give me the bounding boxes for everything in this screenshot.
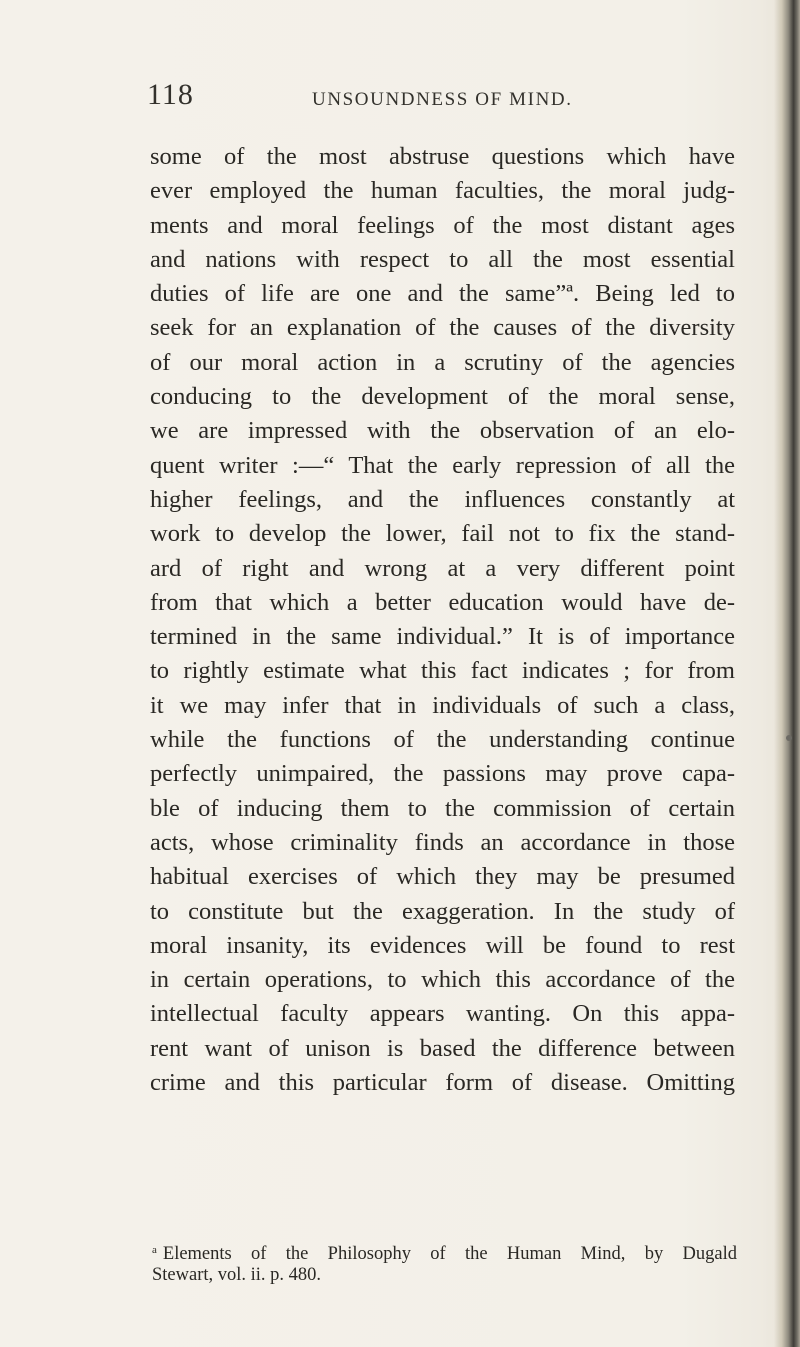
footnote-marker: a — [152, 1244, 157, 1256]
text-line: rent want of unison is based the difference between — [150, 1034, 735, 1062]
text-line: habitual exercises of which they may be presumed — [150, 863, 735, 891]
running-title: UNSOUNDNESS OF MIND. — [312, 89, 573, 110]
text-line: crime and this particular form of disease. Omitting — [150, 1069, 735, 1097]
text-line: acts, whose criminality finds an accordance in those — [150, 828, 735, 856]
page-number: 118 — [147, 78, 194, 111]
text-line: to constitute but the exaggeration. In the study of — [150, 897, 735, 925]
page-binding-edge — [774, 0, 800, 1347]
text-line: duties of life are one and the same”ª. Being led to — [150, 280, 735, 308]
text-line: conducing to the development of the moral sense, — [150, 383, 735, 411]
ink-speck — [786, 735, 792, 741]
text-line: quent writer :—“ That the early repression of all the — [150, 451, 735, 479]
text-line: ard of right and wrong at a very different point — [150, 554, 735, 582]
footnote-text: Elements of the Philosophy of the Human Mind, by Dugald — [162, 1244, 737, 1264]
text-line: to rightly estimate what this fact indicates ; for from — [150, 657, 735, 685]
running-head — [147, 78, 747, 118]
body-text — [150, 140, 735, 1100]
text-line: work to develop the lower, fail not to fix the stand- — [150, 520, 735, 548]
text-line: higher feelings, and the influences constantly at — [150, 485, 735, 513]
text-line: ever employed the human faculties, the moral judg- — [150, 177, 735, 205]
footnote-line — [152, 1238, 737, 1263]
text-line: termined in the same individual.” It is of importance — [150, 623, 735, 651]
text-line: of our moral action in a scrutiny of the agencies — [150, 348, 735, 376]
footnote — [152, 1238, 737, 1287]
text-line: from that which a better education would have de- — [150, 588, 735, 616]
text-line: some of the most abstruse questions which have — [150, 143, 735, 170]
text-line: it we may infer that in individuals of such a class, — [150, 691, 735, 719]
text-line: while the functions of the understanding continue — [150, 726, 735, 754]
footnote-line: Stewart, vol. ii. p. 480. — [152, 1264, 322, 1285]
text-line: and nations with respect to all the most essential — [150, 245, 735, 273]
text-line: moral insanity, its evidences will be found to rest — [150, 931, 735, 959]
text-line: perfectly unimpaired, the passions may prove capa- — [150, 760, 735, 788]
text-line: we are impressed with the observation of an elo- — [150, 417, 735, 445]
text-line: intellectual faculty appears wanting. On this appa- — [150, 1000, 735, 1028]
text-line: ments and moral feelings of the most distant ages — [150, 211, 735, 239]
text-line: in certain operations, to which this accordance of the — [150, 966, 735, 994]
text-line: seek for an explanation of the causes of the diversity — [150, 314, 735, 342]
text-line: ble of inducing them to the commission of certain — [150, 794, 735, 822]
